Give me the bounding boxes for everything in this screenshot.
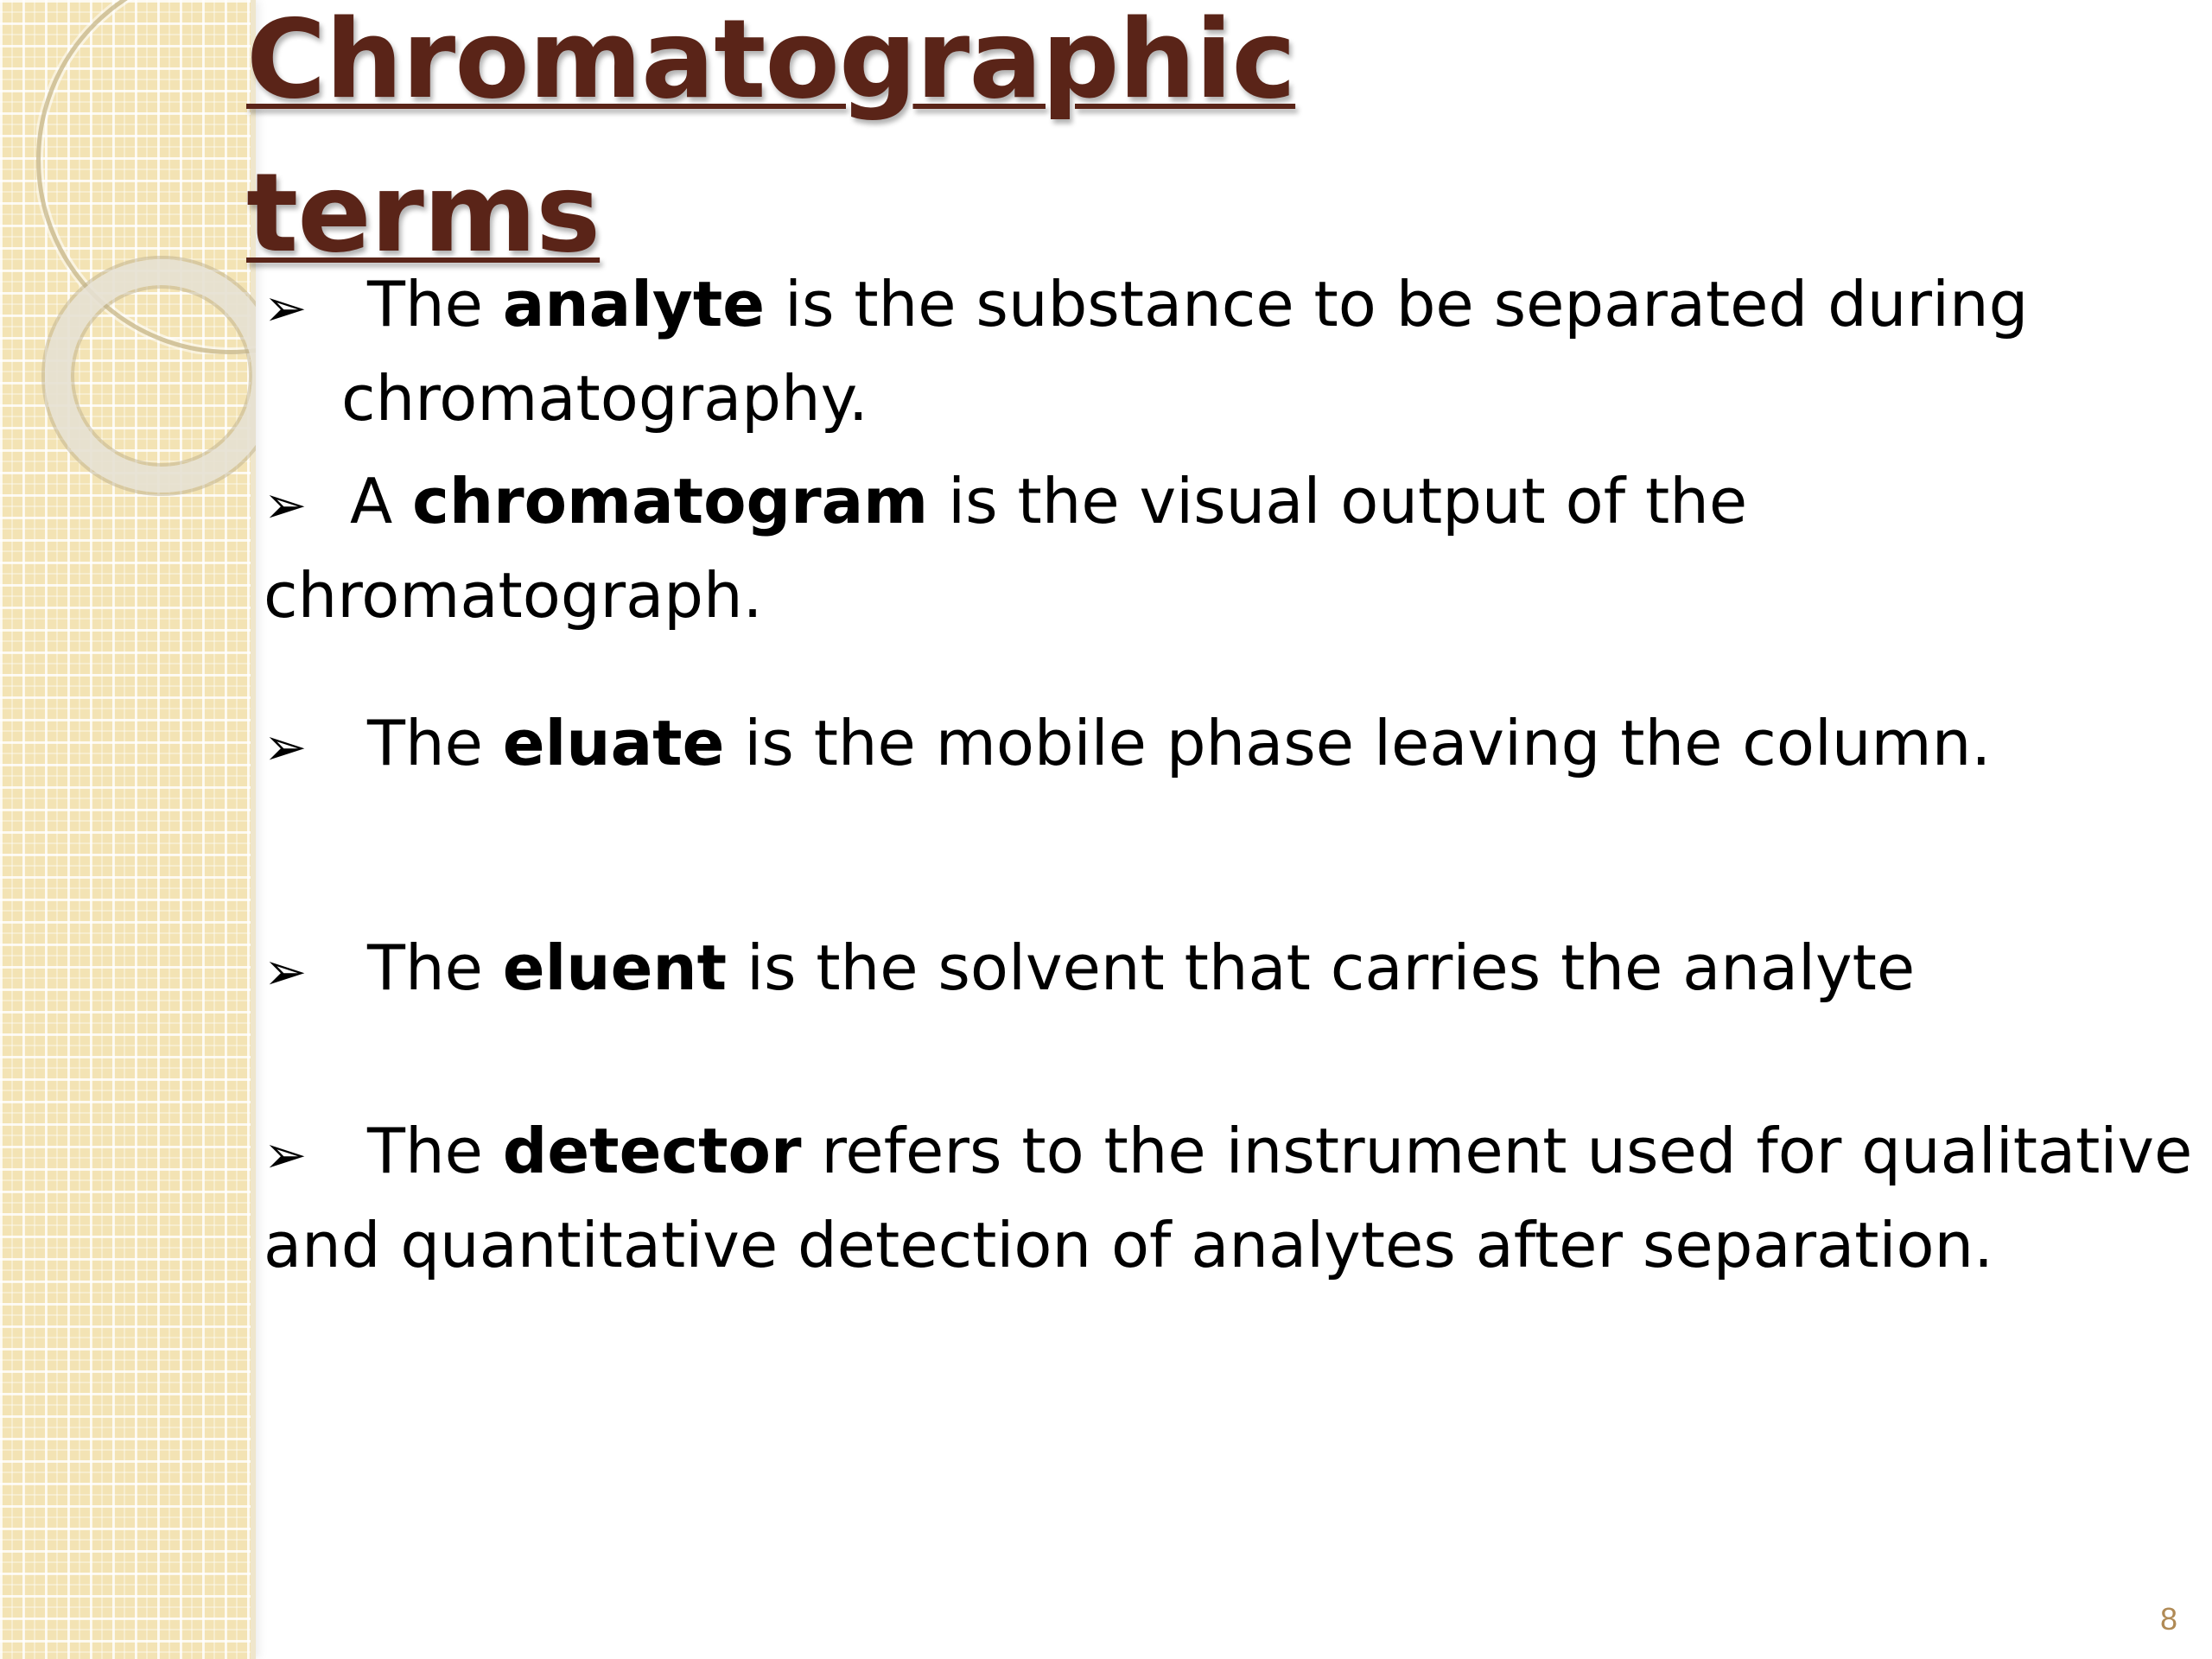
page-number: 8 (2159, 1601, 2177, 1637)
item-prefix: The (367, 268, 503, 340)
item-text: is the visual output of the (928, 465, 1748, 537)
arrowhead-bullet-icon: ➢ (264, 717, 308, 778)
item-term: analyte (502, 268, 766, 340)
item-text: is the mobile phase leaving the column. (724, 707, 1992, 779)
title-line-2: terms (246, 149, 601, 276)
arrowhead-bullet-icon: ➢ (264, 278, 308, 339)
item-term: eluate (502, 707, 725, 779)
slide-title (246, 0, 1295, 290)
bullet-item (264, 1106, 2199, 1290)
item-text: is the substance to be separated during (765, 268, 2029, 340)
item-prefix: The (367, 707, 503, 779)
decorative-rings (0, 0, 256, 1659)
item-prefix: The (367, 1115, 503, 1187)
item-prefix: A (350, 465, 413, 537)
item-continuation: chromatography. (341, 362, 868, 435)
title-line-1: Chromatographic (246, 0, 1296, 123)
bullet-item (264, 259, 2199, 443)
small-ring-ornament (45, 259, 256, 493)
bullet-item (264, 456, 2199, 640)
item-text: refers to the instrument used for qualitative (801, 1115, 2193, 1187)
bullet-item (264, 923, 2199, 1017)
item-term: eluent (502, 931, 728, 1004)
bullet-item (264, 698, 2199, 792)
item-text: is the solvent that carries the analyte (727, 931, 1916, 1004)
arrowhead-bullet-icon: ➢ (264, 1125, 308, 1185)
arrowhead-bullet-icon: ➢ (264, 475, 308, 536)
item-continuation: and quantitative detection of analytes after separation. (264, 1209, 1994, 1281)
arrowhead-bullet-icon: ➢ (264, 942, 308, 1002)
item-continuation: chromatograph. (264, 559, 763, 632)
item-term: chromatogram (412, 465, 929, 537)
item-prefix: The (367, 931, 503, 1004)
item-term: detector (502, 1115, 802, 1187)
